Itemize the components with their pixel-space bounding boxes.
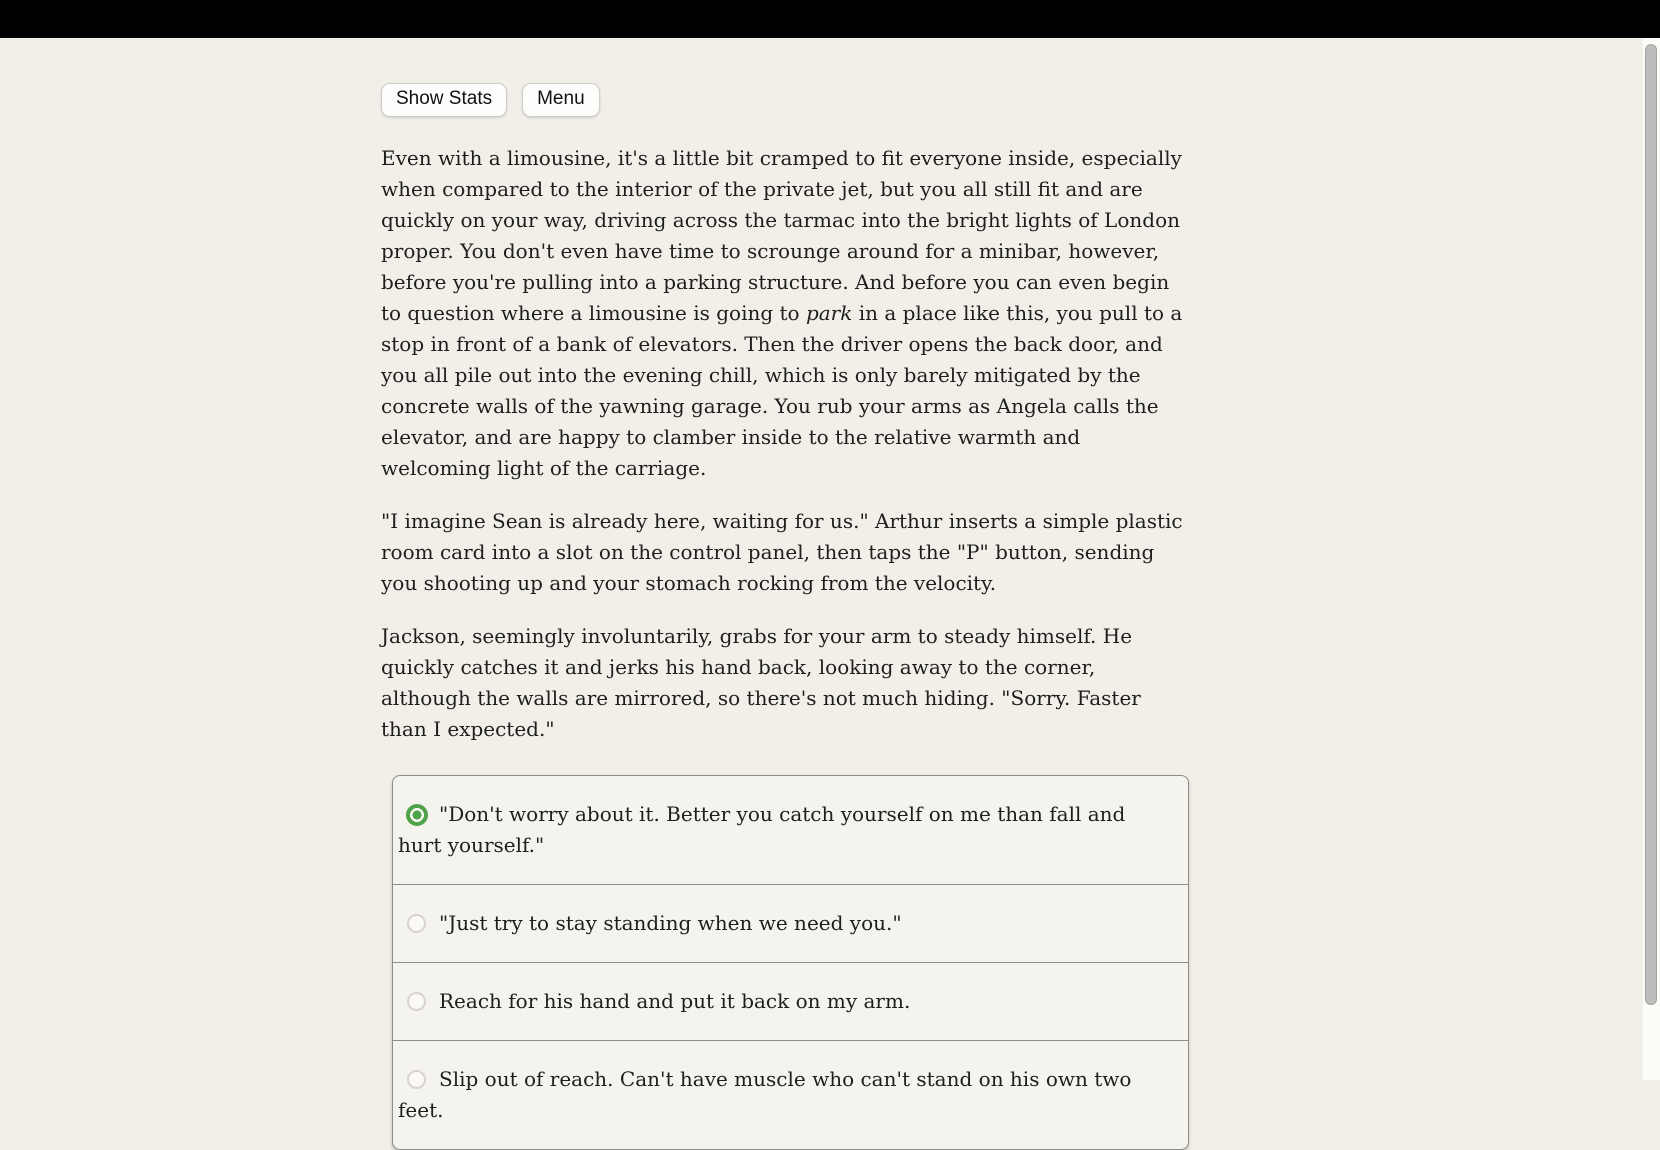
choice-option-1-label: "Don't worry about it. Better you catch yourself on me than fall and hurt yourself." [398,802,1126,857]
radio-selected-icon[interactable] [406,804,428,826]
choice-option-3-label: Reach for his hand and put it back on my arm. [439,989,911,1013]
scrollbar-thumb[interactable] [1645,44,1657,1005]
story-paragraph-1 [381,143,1191,484]
menu-button[interactable]: Menu [522,83,600,117]
top-bar [0,0,1660,38]
paragraph-1-text: Even with a limousine, it's a little bit cramped to fit everyone inside, especially when compared to the interior of the private jet, but you all still fit and are quickly on your way, driving across the tarmac into the bright lights of London proper. You don't even have time to scrounge around for a minibar, however, before you're pulling into a parking structure. And before you can even begin to question where a limousine is going to [381,146,1182,325]
choice-option-1[interactable] [393,776,1188,884]
radio-unselected-icon[interactable] [407,992,426,1011]
choice-list [392,775,1189,1150]
choice-option-4[interactable] [393,1040,1188,1149]
choice-option-3[interactable] [393,962,1188,1040]
story-paragraph-3: Jackson, seemingly involuntarily, grabs for your arm to steady himself. He quickly catches it and jerks his hand back, looking away to the corner, although the walls are mirrored, so there's not much hiding. "Sorry. Faster than I expected." [381,624,1141,741]
paragraph-1-italic-word: park [805,301,853,325]
choice-option-2[interactable] [393,884,1188,962]
paragraph-1-text-after: in a place like this, you pull to a stop in front of a bank of elevators. Then the driver opens the back door, and you all pile out into the evening chill, which is only barely mitigated by the concrete walls of the yawning garage. You rub your arms as Angela calls the elevator, and are happy to clamber inside to the relative warmth and welcoming light of the carriage. [381,301,1183,480]
game-page [381,38,1191,1150]
choice-option-2-label: "Just try to stay standing when we need you." [439,911,902,935]
scrollbar-track[interactable] [1643,38,1660,1080]
show-stats-button[interactable]: Show Stats [381,83,507,117]
toolbar [381,83,1191,117]
story-text [381,143,1191,745]
story-paragraph-2: "I imagine Sean is already here, waiting for us." Arthur inserts a simple plastic room card into a slot on the control panel, then taps the "P" button, sending you shooting up and your stomach rocking from the velocity. [381,509,1183,595]
radio-unselected-icon[interactable] [407,914,426,933]
choice-option-4-label: Slip out of reach. Can't have muscle who can't stand on his own two feet. [398,1067,1132,1122]
